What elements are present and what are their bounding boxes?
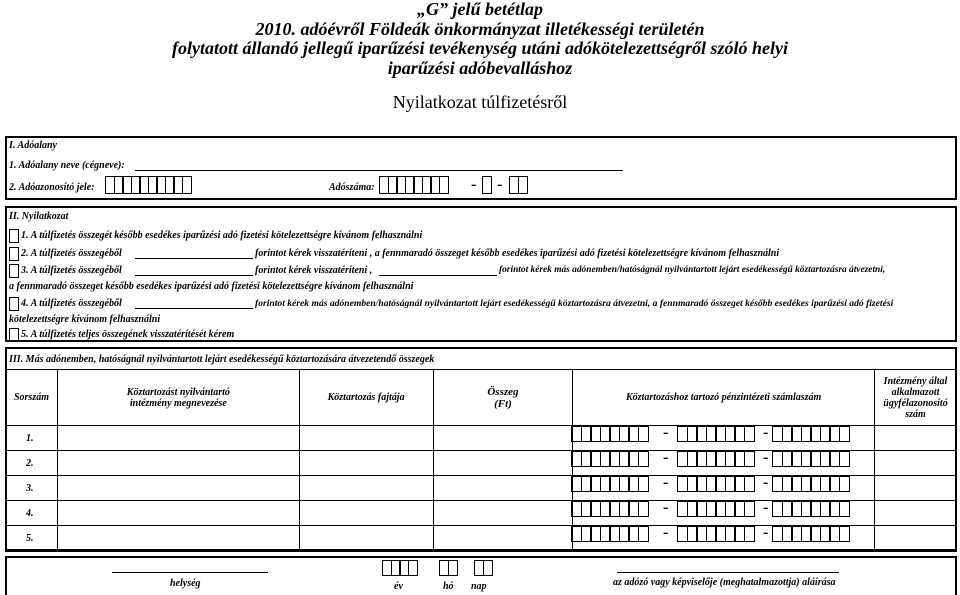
- day-label: nap: [471, 581, 487, 592]
- section-declaration-title: II. Nyilatkozat: [9, 211, 69, 222]
- col-institution-header-b: intézmény megnevezése: [129, 397, 227, 409]
- signature-label: az adózó vagy képviselője (meghatalmazottja) aláírása: [613, 577, 836, 588]
- taxnum-dash-1: -: [471, 176, 477, 193]
- signature-field[interactable]: [617, 572, 839, 573]
- account-digit-group[interactable]: [772, 451, 848, 467]
- account-digit-group[interactable]: [571, 526, 647, 542]
- taxpayer-name-label: 1. Adóalany neve (cégneve):: [9, 160, 125, 171]
- col-client-id-header-b: alkalmazott: [891, 386, 940, 398]
- amount-cell[interactable]: [433, 476, 573, 501]
- col-client-id-header-d: szám: [905, 408, 926, 420]
- account-dash: -: [663, 474, 669, 491]
- account-dash: -: [663, 499, 669, 516]
- taxnum-cells-main[interactable]: [379, 176, 447, 194]
- amount-cell[interactable]: [433, 451, 573, 476]
- debt-type-cell[interactable]: [299, 526, 433, 552]
- institution-cell[interactable]: [57, 526, 299, 552]
- account-dash: -: [763, 424, 769, 441]
- taxid-label: 2. Adóazonosító jele:: [9, 182, 95, 193]
- debt-type-cell[interactable]: [299, 451, 433, 476]
- col-amount-header: [433, 370, 573, 426]
- form-title-line3: folytatott állandó jellegű iparűzési tevékenység utáni adókötelezettségről szóló helyi: [172, 38, 788, 58]
- taxnum-cells-end[interactable]: [509, 176, 526, 194]
- day-cells[interactable]: [474, 560, 491, 576]
- client-id-cell[interactable]: [874, 526, 956, 552]
- account-digit-group[interactable]: [677, 526, 753, 542]
- amount-cell[interactable]: [433, 501, 573, 526]
- account-digit-group[interactable]: [772, 526, 848, 542]
- row-number: 5.: [6, 526, 58, 552]
- option-3-text-a: 3. A túlfizetés összegéből: [21, 265, 122, 276]
- year-label: év: [394, 581, 403, 592]
- option-1-checkbox[interactable]: [9, 229, 19, 243]
- row-number: 3.: [6, 476, 58, 501]
- institution-cell[interactable]: [57, 501, 299, 526]
- option-3-text-c: forintot kérek más adónemben/hatóságnál nyilvántartott lejárt esedékességű köztartozásra átvezetni,: [499, 265, 886, 275]
- section-taxpayer: [5, 136, 957, 200]
- year-cells[interactable]: [382, 560, 416, 576]
- col-serial-header: Sorszám: [6, 370, 58, 426]
- col-client-id-header-c: ügyfélazonosító: [883, 397, 948, 409]
- place-field[interactable]: [112, 572, 268, 573]
- institution-cell[interactable]: [57, 451, 299, 476]
- account-dash: -: [663, 524, 669, 541]
- section-declaration: [5, 206, 957, 342]
- col-account-header: Köztartozáshoz tartozó pénzintézeti számlaszám: [573, 370, 875, 426]
- month-label: hó: [443, 581, 454, 592]
- form-subtitle: Nyilatkozat túlfizetésről: [392, 92, 568, 112]
- option-4-text-b: forintot kérek más adónemben/hatóságnál nyilvántartott lejárt esedékességű köztartozásra átvezetni, a fennmaradó összeget később esedékes iparűzési adó fizetési: [255, 298, 894, 309]
- debt-type-cell[interactable]: [299, 476, 433, 501]
- place-label: helység: [170, 578, 201, 589]
- option-4-checkbox[interactable]: [9, 297, 19, 311]
- account-digit-group[interactable]: [571, 451, 647, 467]
- option-5-text: 5. A túlfizetés teljes összegének visszatérítését kérem: [21, 329, 235, 340]
- taxpayer-name-field[interactable]: [135, 170, 623, 171]
- option-2-text-a: 2. A túlfizetés összegéből: [21, 248, 122, 259]
- account-dash: -: [663, 449, 669, 466]
- account-digit-group[interactable]: [677, 501, 753, 517]
- row-number: 2.: [6, 451, 58, 476]
- account-digit-group[interactable]: [677, 451, 753, 467]
- taxid-cells[interactable]: [105, 176, 190, 194]
- account-dash: -: [763, 474, 769, 491]
- option-3-text-d: a fennmaradó összeget később esedékes iparűzési adó fizetési kötelezettségre kívánom felhasználni: [9, 281, 414, 292]
- option-3-amount-field[interactable]: [135, 275, 253, 276]
- account-digit-group[interactable]: [677, 426, 753, 442]
- form-title-line2: 2010. adóévről Földeák önkormányzat illetékességi területén: [255, 18, 705, 39]
- account-dash: -: [763, 524, 769, 541]
- account-digit-group[interactable]: [571, 426, 647, 442]
- amount-cell[interactable]: [433, 426, 573, 451]
- col-debt-type-header: Köztartozás fajtája: [299, 370, 433, 426]
- row-number: 4.: [6, 501, 58, 526]
- taxnum-dash-2: -: [497, 176, 503, 193]
- account-dash: -: [763, 449, 769, 466]
- form-tag: „G” jelű betétlap: [417, 0, 543, 19]
- option-5-checkbox[interactable]: [9, 328, 19, 342]
- col-client-id-header-a: Intézmény által: [883, 375, 948, 387]
- option-2-text-b: forintot kérek visszatéríteni , a fennmaradó összeget később esedékes iparűzési adó fizetési kötelezettségre kívánom felhasználni: [255, 248, 780, 259]
- account-digit-group[interactable]: [571, 501, 647, 517]
- option-4-text-a: 4. A túlfizetés összegéből: [21, 298, 122, 309]
- col-institution-header: [57, 370, 299, 426]
- signature-section: [5, 556, 957, 595]
- option-3-checkbox[interactable]: [9, 264, 19, 278]
- account-dash: -: [663, 424, 669, 441]
- col-client-id-header: [874, 370, 956, 426]
- option-2-amount-field[interactable]: [135, 258, 253, 259]
- account-dash: -: [763, 499, 769, 516]
- taxnum-label: Adószáma:: [329, 182, 375, 193]
- option-3-text-b: forintot kérek visszatéríteni ,: [255, 265, 373, 276]
- debt-type-cell[interactable]: [299, 501, 433, 526]
- client-id-cell[interactable]: [874, 451, 956, 476]
- section-taxpayer-title: I. Adóalany: [9, 140, 57, 151]
- account-digit-group[interactable]: [677, 476, 753, 492]
- section-transfers-title: III. Más adónemben, hatóságnál nyilvántartott lejárt esedékességű köztartozására átvezetendő összegek: [9, 354, 435, 365]
- client-id-cell[interactable]: [874, 476, 956, 501]
- form-title-line4: iparűzési adóbevalláshoz: [387, 57, 573, 78]
- option-3-transfer-field[interactable]: [379, 275, 497, 276]
- institution-cell[interactable]: [57, 476, 299, 501]
- debt-type-cell[interactable]: [299, 426, 433, 451]
- option-4-text-c: kötelezettségre kívánom felhasználni: [9, 314, 161, 325]
- col-amount-header-b: (Ft): [494, 397, 512, 410]
- col-institution-header-a: Köztartozást nyilvántartó: [126, 386, 230, 398]
- client-id-cell[interactable]: [874, 501, 956, 526]
- taxnum-cells-mid[interactable]: [482, 176, 491, 194]
- col-amount-header-a: Összeg: [487, 385, 519, 398]
- institution-cell[interactable]: [57, 426, 299, 451]
- option-4-amount-field[interactable]: [135, 308, 253, 309]
- account-digit-group[interactable]: [772, 426, 848, 442]
- client-id-cell[interactable]: [874, 426, 956, 451]
- option-1-text: 1. A túlfizetés összegét később esedékes iparűzési adó fizetési kötelezettségre kívánom felhasználni: [21, 230, 423, 241]
- month-cells[interactable]: [439, 560, 456, 576]
- account-digit-group[interactable]: [772, 476, 848, 492]
- row-number: 1.: [6, 426, 58, 451]
- amount-cell[interactable]: [433, 526, 573, 552]
- form-header: [0, 0, 960, 78]
- account-digit-group[interactable]: [571, 476, 647, 492]
- account-digit-group[interactable]: [772, 501, 848, 517]
- option-2-checkbox[interactable]: [9, 247, 19, 261]
